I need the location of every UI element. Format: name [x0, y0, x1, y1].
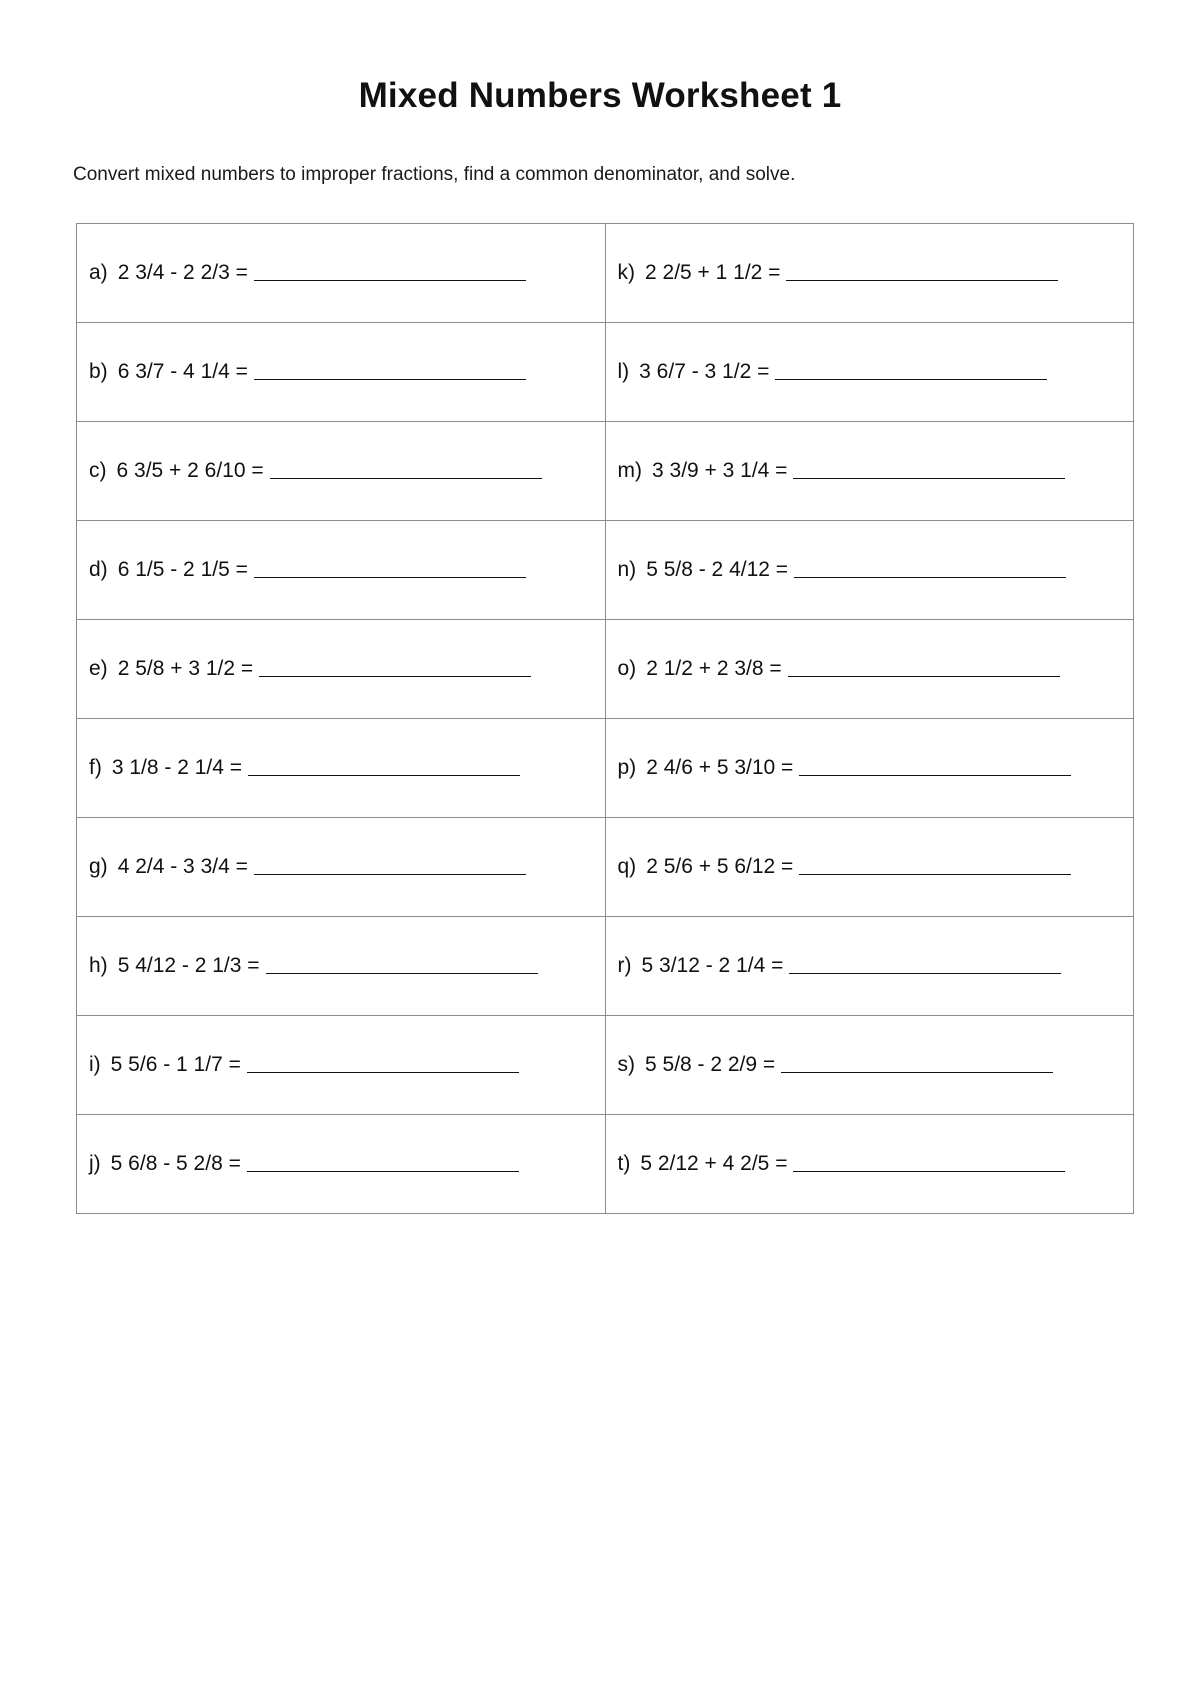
problem-label: k): [617, 261, 635, 284]
answer-line[interactable]: [266, 972, 538, 974]
answer-line[interactable]: [799, 873, 1071, 875]
problem-cell: [77, 917, 606, 1016]
answer-line[interactable]: [793, 1170, 1065, 1172]
answer-line[interactable]: [788, 675, 1060, 677]
answer-line[interactable]: [259, 675, 531, 677]
problem-row: [77, 917, 1134, 1016]
problem-expression: 5 5/8 - 2 4/12 =: [646, 558, 789, 581]
problem-cell: [77, 323, 606, 422]
problem-label: l): [617, 360, 630, 383]
problem-row: [77, 1115, 1134, 1214]
answer-line[interactable]: [786, 279, 1058, 281]
problem-cell: [605, 1016, 1134, 1115]
problem-cell: [77, 521, 606, 620]
problem-expression: 2 2/5 + 1 1/2 =: [645, 261, 781, 284]
problem-expression: 3 3/9 + 3 1/4 =: [652, 459, 788, 482]
answer-line[interactable]: [789, 972, 1061, 974]
problem-label: s): [617, 1053, 635, 1076]
problem-grid: [76, 223, 1134, 1214]
answer-line[interactable]: [254, 873, 526, 875]
problem-expression: 6 3/7 - 4 1/4 =: [117, 360, 248, 383]
problem-cell: [605, 719, 1134, 818]
problem-label: c): [89, 459, 107, 482]
problem-cell: [77, 620, 606, 719]
problem-label: r): [617, 954, 632, 977]
problem-expression: 2 4/6 + 5 3/10 =: [646, 756, 794, 779]
problem-cell: [77, 1115, 606, 1214]
answer-line[interactable]: [270, 477, 542, 479]
problem-expression: 3 6/7 - 3 1/2 =: [639, 360, 770, 383]
problem-cell: [77, 1016, 606, 1115]
answer-line[interactable]: [247, 1071, 519, 1073]
problem-expression: 6 3/5 + 2 6/10 =: [116, 459, 264, 482]
problem-cell: [77, 422, 606, 521]
problem-cell: [605, 917, 1134, 1016]
problem-cell: [77, 719, 606, 818]
problem-expression: 5 6/8 - 5 2/8 =: [110, 1152, 241, 1175]
problem-expression: 4 2/4 - 3 3/4 =: [117, 855, 248, 878]
problem-label: g): [89, 855, 108, 878]
answer-line[interactable]: [254, 576, 526, 578]
problem-label: b): [89, 360, 108, 383]
problem-label: f): [89, 756, 102, 779]
answer-line[interactable]: [775, 378, 1047, 380]
answer-line[interactable]: [794, 576, 1066, 578]
problem-row: [77, 422, 1134, 521]
problem-label: j): [89, 1152, 101, 1175]
problem-row: [77, 818, 1134, 917]
problem-cell: [605, 620, 1134, 719]
worksheet-title: Mixed Numbers Worksheet 1: [358, 76, 842, 115]
problem-row: [77, 521, 1134, 620]
problem-cell: [605, 224, 1134, 323]
problem-cell: [605, 323, 1134, 422]
problem-expression: 2 5/8 + 3 1/2 =: [117, 657, 254, 680]
answer-line[interactable]: [781, 1071, 1053, 1073]
problem-cell: [605, 422, 1134, 521]
problem-row: [77, 620, 1134, 719]
problem-label: n): [617, 558, 637, 581]
answer-line[interactable]: [247, 1170, 519, 1172]
problem-expression: 5 5/6 - 1 1/7 =: [110, 1053, 241, 1076]
answer-line[interactable]: [254, 279, 526, 281]
problem-label: a): [89, 261, 108, 284]
answer-line[interactable]: [799, 774, 1071, 776]
problem-expression: 5 5/8 - 2 2/9 =: [645, 1053, 776, 1076]
problem-row: [77, 1016, 1134, 1115]
problem-label: t): [617, 1152, 631, 1175]
problem-label: m): [617, 459, 642, 482]
problem-row: [77, 224, 1134, 323]
problem-expression: 2 5/6 + 5 6/12 =: [646, 855, 794, 878]
problem-expression: 5 3/12 - 2 1/4 =: [641, 954, 784, 977]
problem-expression: 5 2/12 + 4 2/5 =: [640, 1152, 788, 1175]
problem-expression: 3 1/8 - 2 1/4 =: [111, 756, 243, 779]
problem-label: o): [617, 657, 637, 680]
problem-label: i): [89, 1053, 101, 1076]
problem-row: [77, 719, 1134, 818]
problem-expression: 5 4/12 - 2 1/3 =: [117, 954, 260, 977]
problem-label: e): [89, 657, 108, 680]
problem-row: [77, 323, 1134, 422]
problem-cell: [605, 1115, 1134, 1214]
problem-cell: [77, 224, 606, 323]
worksheet-instructions: Convert mixed numbers to improper fractions, find a common denominator, and solve.: [73, 164, 796, 185]
problem-label: p): [617, 756, 637, 779]
problem-expression: 2 3/4 - 2 2/3 =: [117, 261, 248, 284]
problem-cell: [605, 521, 1134, 620]
problem-cell: [77, 818, 606, 917]
problem-expression: 2 1/2 + 2 3/8 =: [646, 657, 782, 680]
answer-line[interactable]: [254, 378, 526, 380]
problem-expression: 6 1/5 - 2 1/5 =: [117, 558, 248, 581]
problem-cell: [605, 818, 1134, 917]
answer-line[interactable]: [248, 774, 520, 776]
problem-label: d): [89, 558, 108, 581]
problem-label: h): [89, 954, 108, 977]
answer-line[interactable]: [793, 477, 1065, 479]
problem-label: q): [617, 855, 637, 878]
